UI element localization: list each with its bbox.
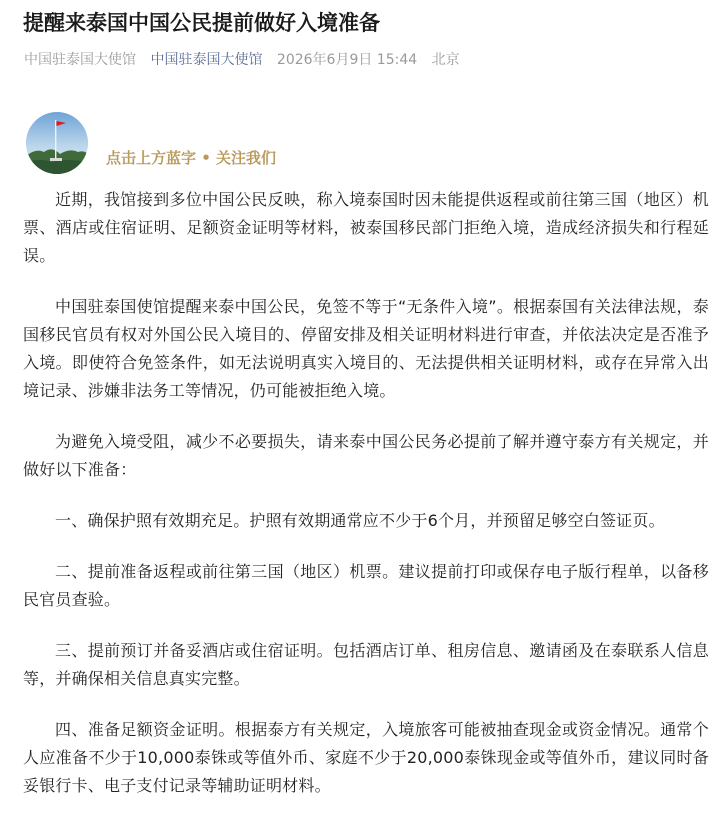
article-meta (24, 50, 460, 70)
paragraph: 四、准备足额资金证明。根据泰方有关规定，入境旅客可能被抽查现金或资金情况。通常个人应准备不少于10,000泰铢或等值外币、家庭不少于20,000泰铢现金或等值外币，建议同时备妥银行卡、电子支付记录等辅助证明材料。 (23, 720, 709, 795)
paragraph: 近期，我馆接到多位中国公民反映，称入境泰国时因未能提供返程或前往第三国（地区）机票、酒店或住宿证明、足额资金证明等材料，被泰国移民部门拒绝入境，造成经济损失和行程延误。 (23, 190, 709, 265)
article-body (23, 186, 709, 823)
paragraph: 一、确保护照有效期充足。护照有效期通常应不少于6个月，并预留足够空白签证页。 (55, 511, 665, 530)
follow-banner (26, 112, 626, 176)
embassy-flagpole-image (26, 112, 88, 174)
avatar[interactable] (26, 112, 88, 174)
publish-date: 2026年6月9日 15:44 (276, 52, 418, 68)
article-title: 提醒来泰国中国公民提前做好入境准备 (23, 11, 380, 35)
paragraph: 三、提前预订并备妥酒店或住宿证明。包括酒店订单、租房信息、邀请函及在泰联系人信息等，并确保相关信息真实完整。 (23, 641, 709, 688)
follow-prompt[interactable]: 点击上方蓝字 • 关注我们 (106, 149, 277, 167)
publish-location: 北京 (431, 52, 460, 68)
paragraph: 中国驻泰国使馆提醒来泰中国公民，免签不等于“无条件入境”。根据泰国有关法律法规，泰国移民官员有权对外国公民入境目的、停留安排及相关证明材料进行审查，并依法决定是否准予入境。即使符合免签条件，如无法说明真实入境目的、无法提供相关证明材料，或存在异常入出境记录、涉嫌非法务工等情况，仍可能被拒绝入境。 (23, 297, 709, 400)
author-name: 中国驻泰国大使馆 (24, 52, 136, 68)
paragraph: 二、提前准备返程或前往第三国（地区）机票。建议提前打印或保存电子版行程单，以备移民官员查验。 (23, 562, 709, 609)
account-link[interactable]: 中国驻泰国大使馆 (150, 52, 263, 68)
paragraph: 为避免入境受阻，减少不必要损失，请来泰中国公民务必提前了解并遵守泰方有关规定，并做好以下准备： (23, 432, 709, 479)
